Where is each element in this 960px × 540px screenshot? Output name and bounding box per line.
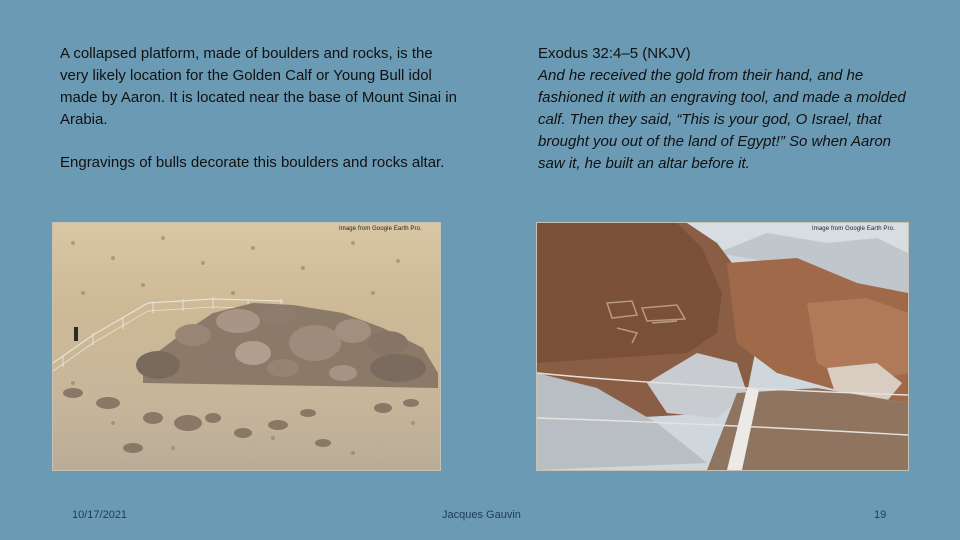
image-credit-left: Image from Google Earth Pro. [339, 226, 422, 232]
scripture-reference: Exodus 32:4–5 (NKJV) [538, 45, 691, 62]
scripture-text-block [538, 43, 908, 175]
rock-platform-photo [52, 222, 441, 471]
engraved-boulders-photo [536, 222, 909, 471]
scripture-quote: And he received the gold from their hand, and he fashioned it with an engraving tool, and made a molded calf. Then they said, “This is your god, O Israel, that brought you out of the land of Egypt!” So when Aaron saw it, he built an altar before it. [538, 67, 906, 172]
image-credit-right: Image from Google Earth Pro. [812, 226, 895, 232]
footer-author: Jacques Gauvin [442, 509, 521, 521]
rock-platform-image [53, 223, 440, 470]
description-text-block [60, 43, 460, 195]
footer-date: 10/17/2021 [72, 509, 128, 521]
footer-page-number: 19 [874, 509, 887, 521]
description-paragraph-1: A collapsed platform, made of boulders and rocks, is the very likely location for the Golden Calf or Young Bull idol made by Aaron. It is located near the base of Mount Sinai in Arabia. [60, 45, 457, 128]
engraved-boulders-image [537, 223, 908, 470]
description-paragraph-2: Engravings of bulls decorate this boulders and rocks altar. [60, 154, 445, 171]
